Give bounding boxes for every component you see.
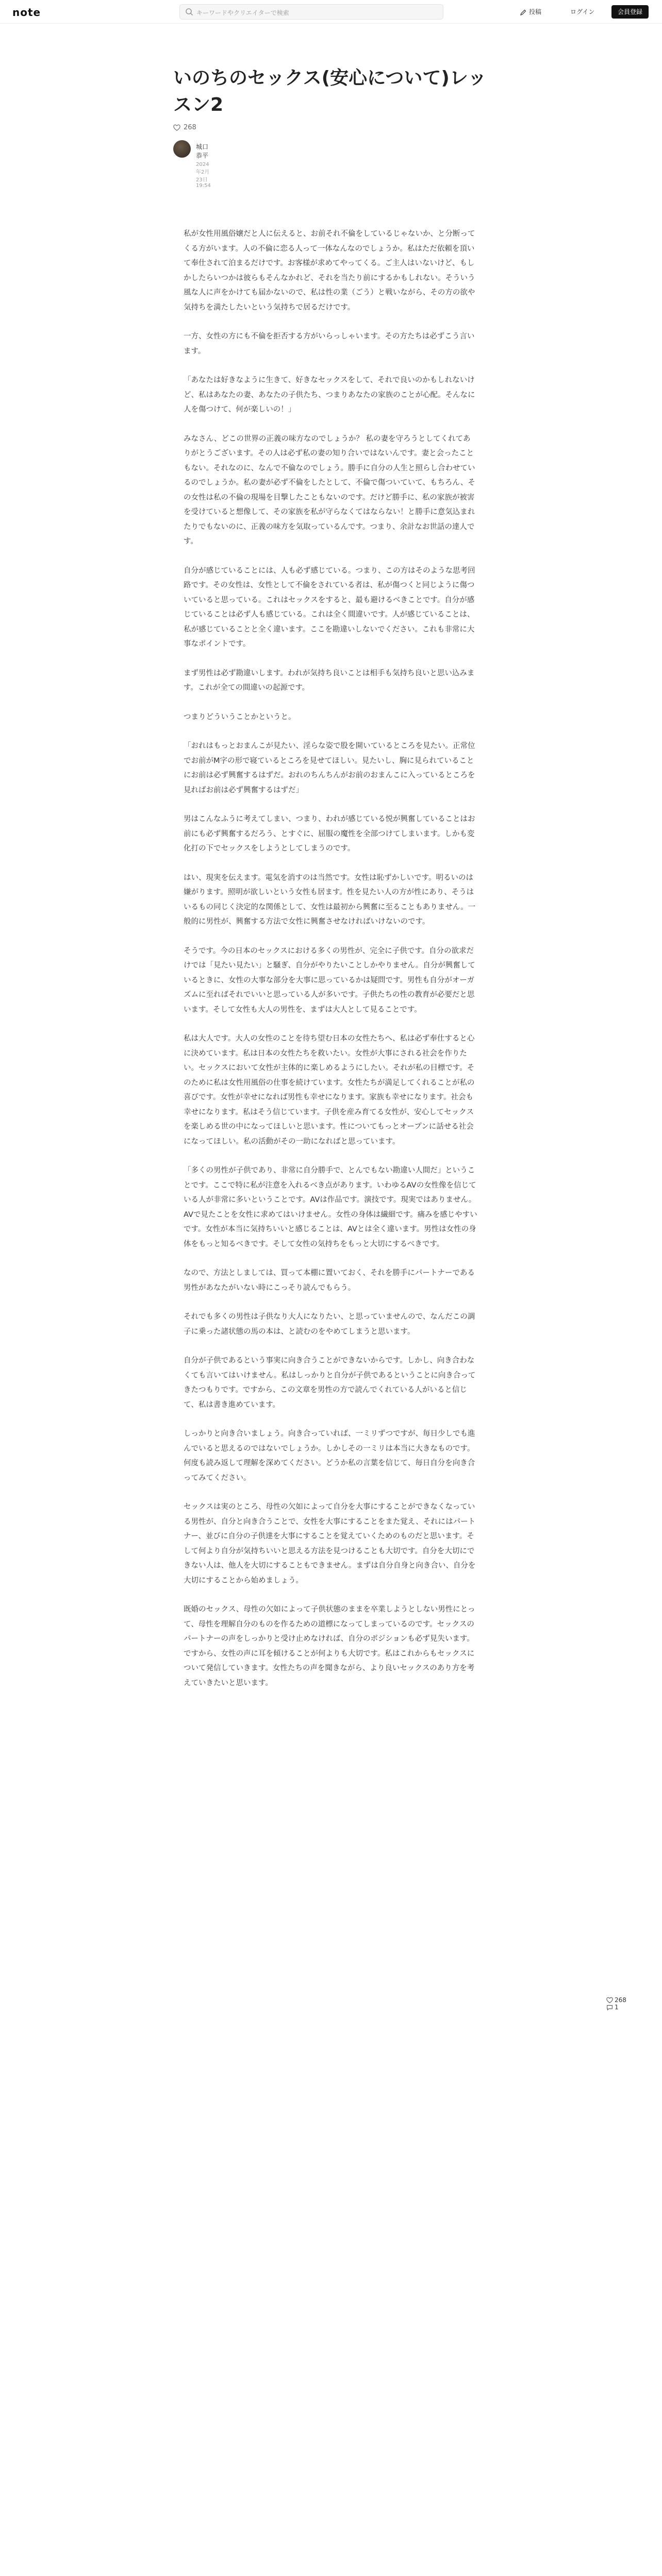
author-header[interactable] [173, 140, 211, 189]
signup-button[interactable]: 会員登録 [611, 5, 649, 19]
side-like-count: 268 [615, 1996, 626, 2004]
heart-icon [173, 124, 180, 131]
paragraph: 自分が感じていることには、人も必ず感じている。つまり、この方はそのような思考回路です。その女性は、女性として不倫をされている者は、私が傷つくと同じように傷ついていると思っている。これはセックスをすると、最も避けるべきことです。自分が感じていることは必ず人も感じている。これは全く間違いです。人が感じていることは、私が感じていることと全く違います。ここを勘違いしないでください。これも非常に大事なポイントです。 [184, 566, 475, 648]
paragraph: なので、方法としましては、買って本棚に置いておく、それを勝手にパートナーである男性があなたがいない時にこっそり読んでもらう。 [184, 1269, 475, 1292]
paragraph: 私は大人です。大人の女性のことを待ち望む日本の女性たちへ、私は必ず奉仕すると心に決めています。私は日本の女性たちを救いたい。女性が大事にされる社会を作りたい。セックスにおいて女性が主体的に楽しめるようにしたい。それが私の目標です。そのために私は女性用風俗の仕事を続けています。女性たちが満足してくれることが私の喜びです。女性が幸せになれば男性も幸せになります。家族も幸せになります。社会も幸せになります。私はそう信じています。子供を産み育てる女性が、安心してセックスを楽しめる世の中になってほしいと思います。性についてもっとオープンに話せる社会になってほしい。私の活動がその一助になればと思っています。 [184, 1035, 475, 1146]
like-count-value: 268 [184, 124, 196, 131]
paragraph: 自分が子供であるという事実に向き合うことができないからです。しかし、向き合わなくても言いてはいけません。私はしっかりと自分が子供であるということに向き合ってきたつもりです。ですから、この文章を男性の方で読んでくれている人がいると信じて、私は書き進めています。 [184, 1357, 476, 1409]
search-box[interactable] [179, 4, 443, 20]
login-button[interactable]: ログイン [570, 8, 595, 15]
paragraph: みなさん、どこの世界の正義の味方なのでしょうか？ 私の妻を守ろうとしてくれてありがとうございます。その人は必ず私の妻の知り合いではないんです。妻と会ったこともない。それなのに、なんで不倫なのでしょう。勝手に自分の人生と照らし合わせているのでしょうか。私の妻が必ず不倫をしたとして、不倫で傷ついていて、もちろん、その女性は私の不倫の現場を目撃したこともないのです。だけど勝手に、私の家族が被害を受けていると想像して、その家族を私が守らなくてはならない！と勝手に意気込まれたりでもないのに、正義の味方を気取っているんです。つまり、余計なお世話の達人です。 [184, 434, 475, 546]
paragraph: 既婚のセックス、母性の欠如によって子供状態のままを卒業しようとしない男性にとって、母性を理解自分のものを作るための道標になってしまっているのです。セックスのパートナーの声をしっかりと受け止めなければ、自分のポジションも必ず見失います。ですから、女性の声に耳を傾けることが何よりも大切です。私はこれからもセックスについて発信していきます。女性たちの声を聞きながら、より良いセックスのあり方を考えていきたいと思います。 [184, 1605, 475, 1687]
post-button[interactable] [520, 5, 541, 19]
paragraph: 「あなたは好きなように生きて、好きなセックスをして、それで良いのかもしれないけど、私はあなたの妻、あなたの子供たち、つまりあなたの家族のことが心配。そんなに人を傷つけて、何が楽しいの！」 [184, 376, 475, 414]
floating-actions [606, 1996, 648, 2011]
post-label: 投稿 [529, 8, 542, 15]
paragraph: まず男性は必ず勘違いします。われが気持ち良いことは相手も気持ち良いと思い込みます。これが全ての間違いの起源です。 [184, 669, 475, 692]
pencil-icon [520, 9, 527, 16]
paragraph: つまりどういうことかというと。 [184, 713, 296, 721]
article-title: いのちのセックス(安心について)レッスン2 [173, 67, 487, 115]
heart-icon [606, 1997, 613, 2004]
search-placeholder: キーワードやクリエイターで検索 [196, 9, 289, 16]
like-count-top[interactable] [173, 124, 196, 131]
side-like-button[interactable] [606, 1996, 626, 2004]
note-logo[interactable]: note [12, 6, 41, 19]
paragraph: しっかりと向き合いましょう。向き合っていれば、一ミリずつですが、毎日少しでも進んでいると思えるのではないでしょうか。しかしその一ミリは本当に大きなものです。何度も読み返して理解を深めてください。どうか私の言葉を信じて、毎日自分を向き合ってみてください。 [184, 1430, 475, 1482]
paragraph: はい、現実を伝えます。電気を消すのは当然です。女性は恥ずかしいです。明るいのは嫌がります。照明が欲しいという女性も居ます。性を見たい人の方が性にあり、そうはいるもの同じく決定的な関係として、女性は最初から興奮に至ることもありません。一般的に男性が、興奮する方法で女性に興奮させなければいけないのです。 [184, 873, 476, 926]
paragraph: セックスは実のところ、母性の欠如によって自分を大事にすることができなくなっている男性が、自分と向き合うことで、女性を大事にすることをまた覚え、それにはパートナー、並びに自分の子供達を大事にすることを覚えていくためのものだと思います。そして何より自分が気持ちいいと思える方法を見つけることも大切です。自分を大切にできない人は、他人を大切にすることもできません。まずは自分自身と向き合い、自分を大切にすることから始めましょう。 [184, 1503, 476, 1585]
paragraph: 「多くの男性が子供であり、非常に自分勝手で、とんでもない勘違い人間だ」ということです。ここで特に私が注意を入れるべき点があります。いわゆるAVの女性像を信じている人が非常に多いということです。AVは作品です。演技です。現実ではありません。AVで見たことを女性に求めてはいけません。女性の身体は繊細です。痛みを感じやすいです。女性が本当に気持ちいいと感じることは、AVとは全く違います。男性は女性の身体をもっと知るべきです。そして女性の気持ちをもっと大切にするべきです。 [184, 1166, 477, 1248]
post-date: 2024年2月23日 19:54 [196, 162, 211, 189]
paragraph: 男はこんなふうに考えてしまい、つまり、われが感じている悦が興奮していることはお前にも必ず興奮するだろう、とすぐに、屈服の魔性を全部つけてしまいます。しかも変化打の下でセックスをしようとしてしまうのです。 [184, 815, 475, 853]
site-header [0, 0, 662, 24]
paragraph: そうです。今の日本のセックスにおける多くの男性が、完全に子供です。自分の欲求だけでは「見たい見たい」と騒ぎ、自分がやりたいことしかやりません。自分が興奮しているときに、女性の大事な部分を大事に思っているかは疑問です。男性も自分がオーガズムに至ればそれでいいと思っている人が多いです。子供たちの性の教育が必要だと思います。そして女性も大人の男性を、まずは大人として見ることです。 [184, 946, 475, 1014]
paragraph: それでも多くの男性は子供なり大人になりたい、と思っていませんので、なんだこの調子に乗った諸状態の馬の本は、と読むのをやめてしまうと思います。 [184, 1313, 475, 1336]
side-comment-count: 1 [615, 2004, 619, 2011]
side-comment-button[interactable] [606, 2004, 619, 2011]
author-name[interactable]: 城口恭平 [196, 143, 209, 159]
paragraph: 一方、女性の方にも不倫を拒否する方がいらっしゃいます。その方たちは必ずこう言います。 [184, 332, 475, 355]
avatar[interactable] [173, 140, 191, 158]
paragraph: 私が女性用風俗嬢だと人に伝えると、お前それ不倫をしているじゃないか、と分断ってくる方がいます。人の不倫に恋る人って一体なんなのでしょうか。私はただ依頼を頂いて奉仕されて泊まるだけです。お客様が求めてやってくる。ご主人はいないけど、もしかしたらいつかは彼らもそんなかれど、それを当たり前にするかもしれない。そういう風な人に声をかけても届かないので、私は性の業（ごう）と戦いながら、その方の欲や気持ちを満たしたいという気持ちで居るだけです。 [184, 230, 475, 312]
paragraph: 「おれはもっとおまんこが見たい、淫らな姿で股を開いているところを見たい。正常位でお前がM字の形で寝ているところを見せてほしい。見たいし、胸に見られていることにお前は必ず興奮するはずだ。おれのちんちんがお前のおまんこに入っているところを見ればお前は必ず興奮するはずだ」 [184, 742, 475, 794]
search-icon [185, 8, 193, 16]
comment-icon [606, 2004, 613, 2011]
article-body [184, 227, 477, 1705]
